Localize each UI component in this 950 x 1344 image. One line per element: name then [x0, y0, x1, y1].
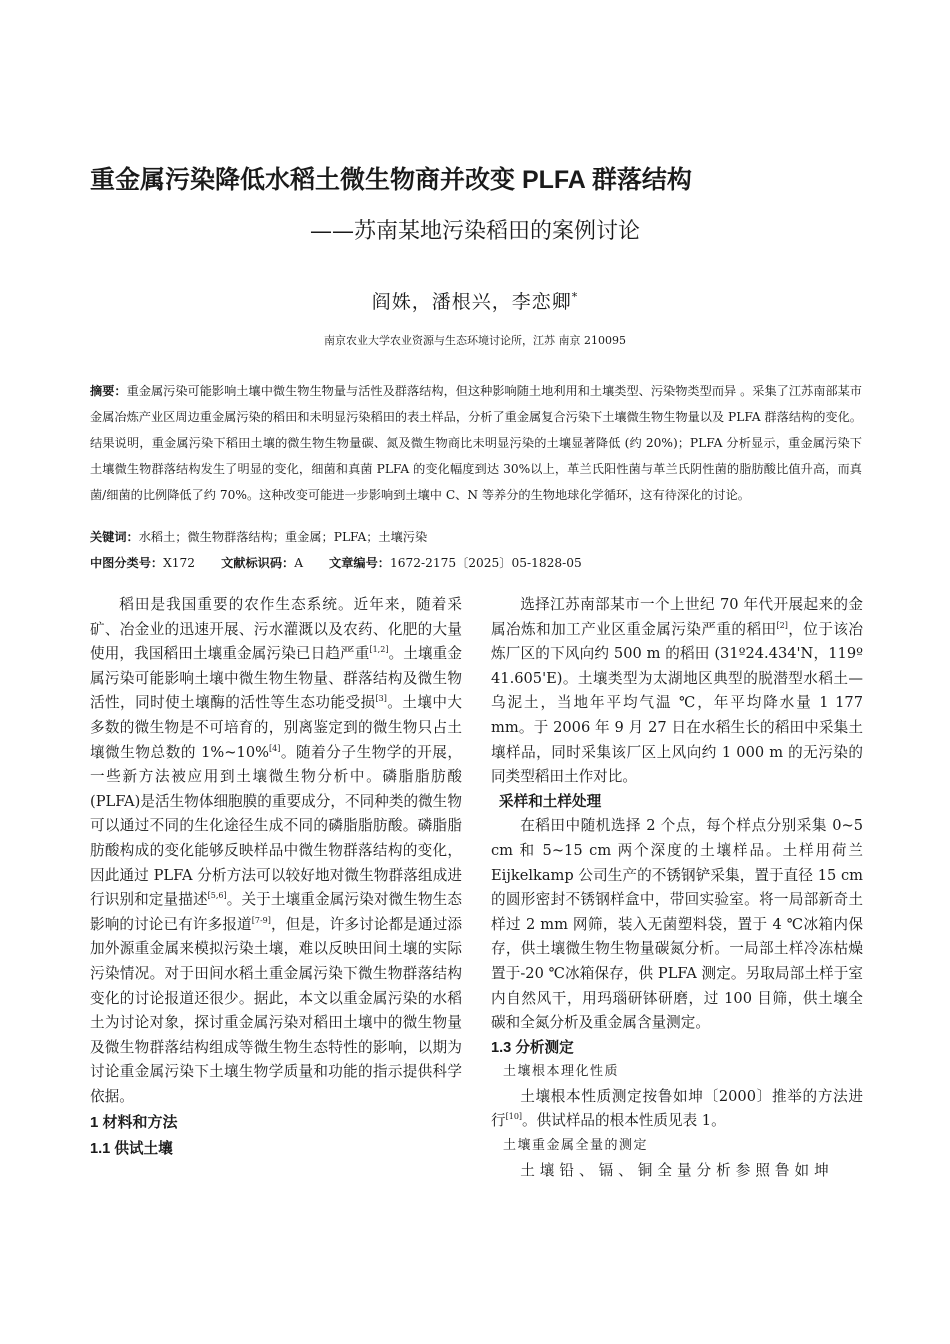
text-run: 选择江苏南部某市一个上世纪 70 年代开展起来的金属冶炼和加工产业区重金属污染严重的稻田	[491, 596, 863, 638]
citation: [2]	[776, 620, 788, 630]
section-heading-1-1: 1.1 供试土壤	[90, 1141, 173, 1158]
text-run: 稻田是我国重要的农作生态系统。近年来，随着采矿、冶金业的迅速开展、污水灌溉以及农药、化肥的大量使用，我国稻田土壤重金属污染已日趋严重	[90, 596, 462, 663]
doc-code-value: A	[294, 556, 304, 570]
text-run: 。土壤重金属污染可能影响土壤中微生物生物量、群落结构及微生物活性，同时使土壤酶的活性等生态功能受损	[90, 645, 462, 712]
text-run: 。关于土壤重金属污染对微生物生态影响的讨论已有许多报道	[90, 891, 462, 933]
citation: [1,2]	[369, 645, 389, 655]
clc-label: 中图分类号：	[90, 556, 164, 570]
citation: [4]	[268, 743, 281, 753]
section-heading-1-3: 1.3 分析测定	[491, 1039, 574, 1056]
paper-subtitle: ——苏南某地污染稻田的案例讨论	[309, 219, 640, 244]
site-paragraph	[491, 593, 863, 790]
citation: [7-9]	[251, 915, 271, 925]
classification-row	[90, 554, 582, 571]
doc-code-label: 文献标识码：	[221, 556, 295, 570]
text-run: 。供试样品的根本性质见表 1。	[522, 1112, 726, 1130]
soil-properties-paragraph	[491, 1085, 863, 1134]
paper-title: 重金属污染降低水稻土微生物商并改变 PLFA 群落结构	[90, 166, 692, 194]
abstract-label: 摘要：	[90, 384, 127, 398]
text-run: 土壤根本性质测定按鲁如坤〔2000〕推举的方法进行	[491, 1087, 863, 1130]
text-run: ，但是，许多讨论都是通过添加外源重金属来模拟污染土壤，难以反映田间土壤的实际污染情况。对于田间水稻土重金属污染下微生物群落结构变化的讨论报道还很少。据此，本文以重金属污染的水稻土为讨论对象，探讨重金属污染对稻田土壤中的微生物量及微生物群落结构组成等微生物生态特性的影响，以期为讨论重金属污染下土壤生物学质量和功能的指示提供科学依据。	[90, 915, 462, 1105]
corresponding-author-mark: *	[571, 290, 579, 304]
intro-paragraph	[90, 593, 462, 1109]
subsection-heading-soil-properties: 土壤根本理化性质	[503, 1064, 620, 1080]
author-names: 阎姝，潘根兴，李恋卿	[371, 291, 572, 313]
body-column-right	[491, 593, 863, 1183]
citation: [5,6]	[207, 891, 227, 901]
text-run: 。随着分子生物学的开展，一些新方法被应用到土壤微生物分析中。磷脂脂肪酸(PLFA)是活生物体细胞膜的重要成分，不同种类的微生物可以通过不同的生化途径生成不同的磷脂脂肪酸。磷脂脂肪酸构成的变化能够反映样品中微生物群落结构的变化，因此通过 PLFA 分析方法可以较好地对微生物群落组成进行识别和定量描述	[90, 743, 462, 909]
author-list	[90, 287, 860, 314]
abstract-text: 重金属污染可能影响土壤中微生物生物量与活性及群落结构，但这种影响随土地利用和土壤类型、污染物类型而异 。采集了江苏南部某市金属冶炼产业区周边重金属污染的稻田和未明显污染稻田的表土样品，分析了重金属复合污染下土壤微生物生物量以及 PLFA 群落结构的变化。结果说明，重金属污染下稻田土壤的微生物生物量碳、氮及微生物商比未明显污染的土壤显著降低 (约 20%)；PLFA 分析显示，重金属污染下土壤微生物群落结构发生了明显的变化，细菌和真菌 PLFA 的变化幅度到达 30%以上，革兰氏阳性菌与革兰氏阴性菌的脂肪酸比值升高，而真菌/细菌的比例降低了约 70%。这种改变可能进一步影响到土壤中 C、N 等养分的生物地球化学循环，这有待深化的讨论。	[90, 384, 862, 502]
text-run: ，位于该冶炼厂区的下风向约 500 m 的稻田 (31º24.434'N，119º 41.605'E)。土壤类型为太湖地区典型的脱潜型水稻土—乌泥土，当地年平均气温 ℃，年平均降水量 1 177 mm。于 2006 年 9 月 27 日在水稻生长的稻田中采集土壤样品，同时采集该厂区上风向约 1 000 m 的无污染的同类型稻田土作对比。	[491, 620, 863, 786]
citation: [3]	[375, 694, 387, 704]
body-column-left	[90, 593, 462, 1162]
keywords	[90, 528, 427, 545]
affiliation: 南京农业大学农业资源与生态环境讨论所，江苏 南京 210095	[324, 334, 626, 347]
subsection-heading-heavy-metals: 土壤重金属全量的测定	[503, 1138, 649, 1154]
section-heading-1-2: 采样和土样处理	[499, 793, 602, 810]
text-run: 。土壤中大多数的微生物是不可培育的，别离鉴定到的微生物只占土壤微生物总数的 1%~10%	[90, 694, 462, 761]
article-number-label: 文章编号：	[329, 556, 390, 570]
sampling-paragraph: 在稻田中随机选择 2 个点，每个样点分别采集 0~5 cm 和 5~15 cm 两个深度的土壤样品。土样用荷兰 Eijkelkamp 公司生产的不锈钢铲采集，置于直径 15 cm 的圆形密封不锈钢样盒中，带回实验室。将一局部新奇土样过 2 mm 网筛，装入无菌塑料袋，置于 4 ℃冰箱内保存，供土壤微生物生物量碳氮分析。一局部土样冷冻枯燥置于-20 ℃冰箱保存，供 PLFA 测定。另取局部土样于室内自然风干，用玛瑙研钵研磨，过 100 目筛，供土壤全碳和全氮分析及重金属含量测定。	[491, 817, 863, 1032]
clc-value: X172	[163, 556, 196, 570]
section-heading-1: 1 材料和方法	[90, 1114, 178, 1132]
article-number-value: 1672-2175〔2025〕05-1828-05	[389, 556, 582, 570]
heavy-metals-paragraph: 土壤铅、镉、铜全量分析参照鲁如坤	[520, 1161, 834, 1179]
keywords-text: 水稻土；微生物群落结构；重金属；PLFA；土壤污染	[138, 530, 428, 544]
citation: [10]	[505, 1112, 523, 1122]
abstract	[90, 378, 862, 508]
keywords-label: 关键词：	[90, 530, 139, 544]
